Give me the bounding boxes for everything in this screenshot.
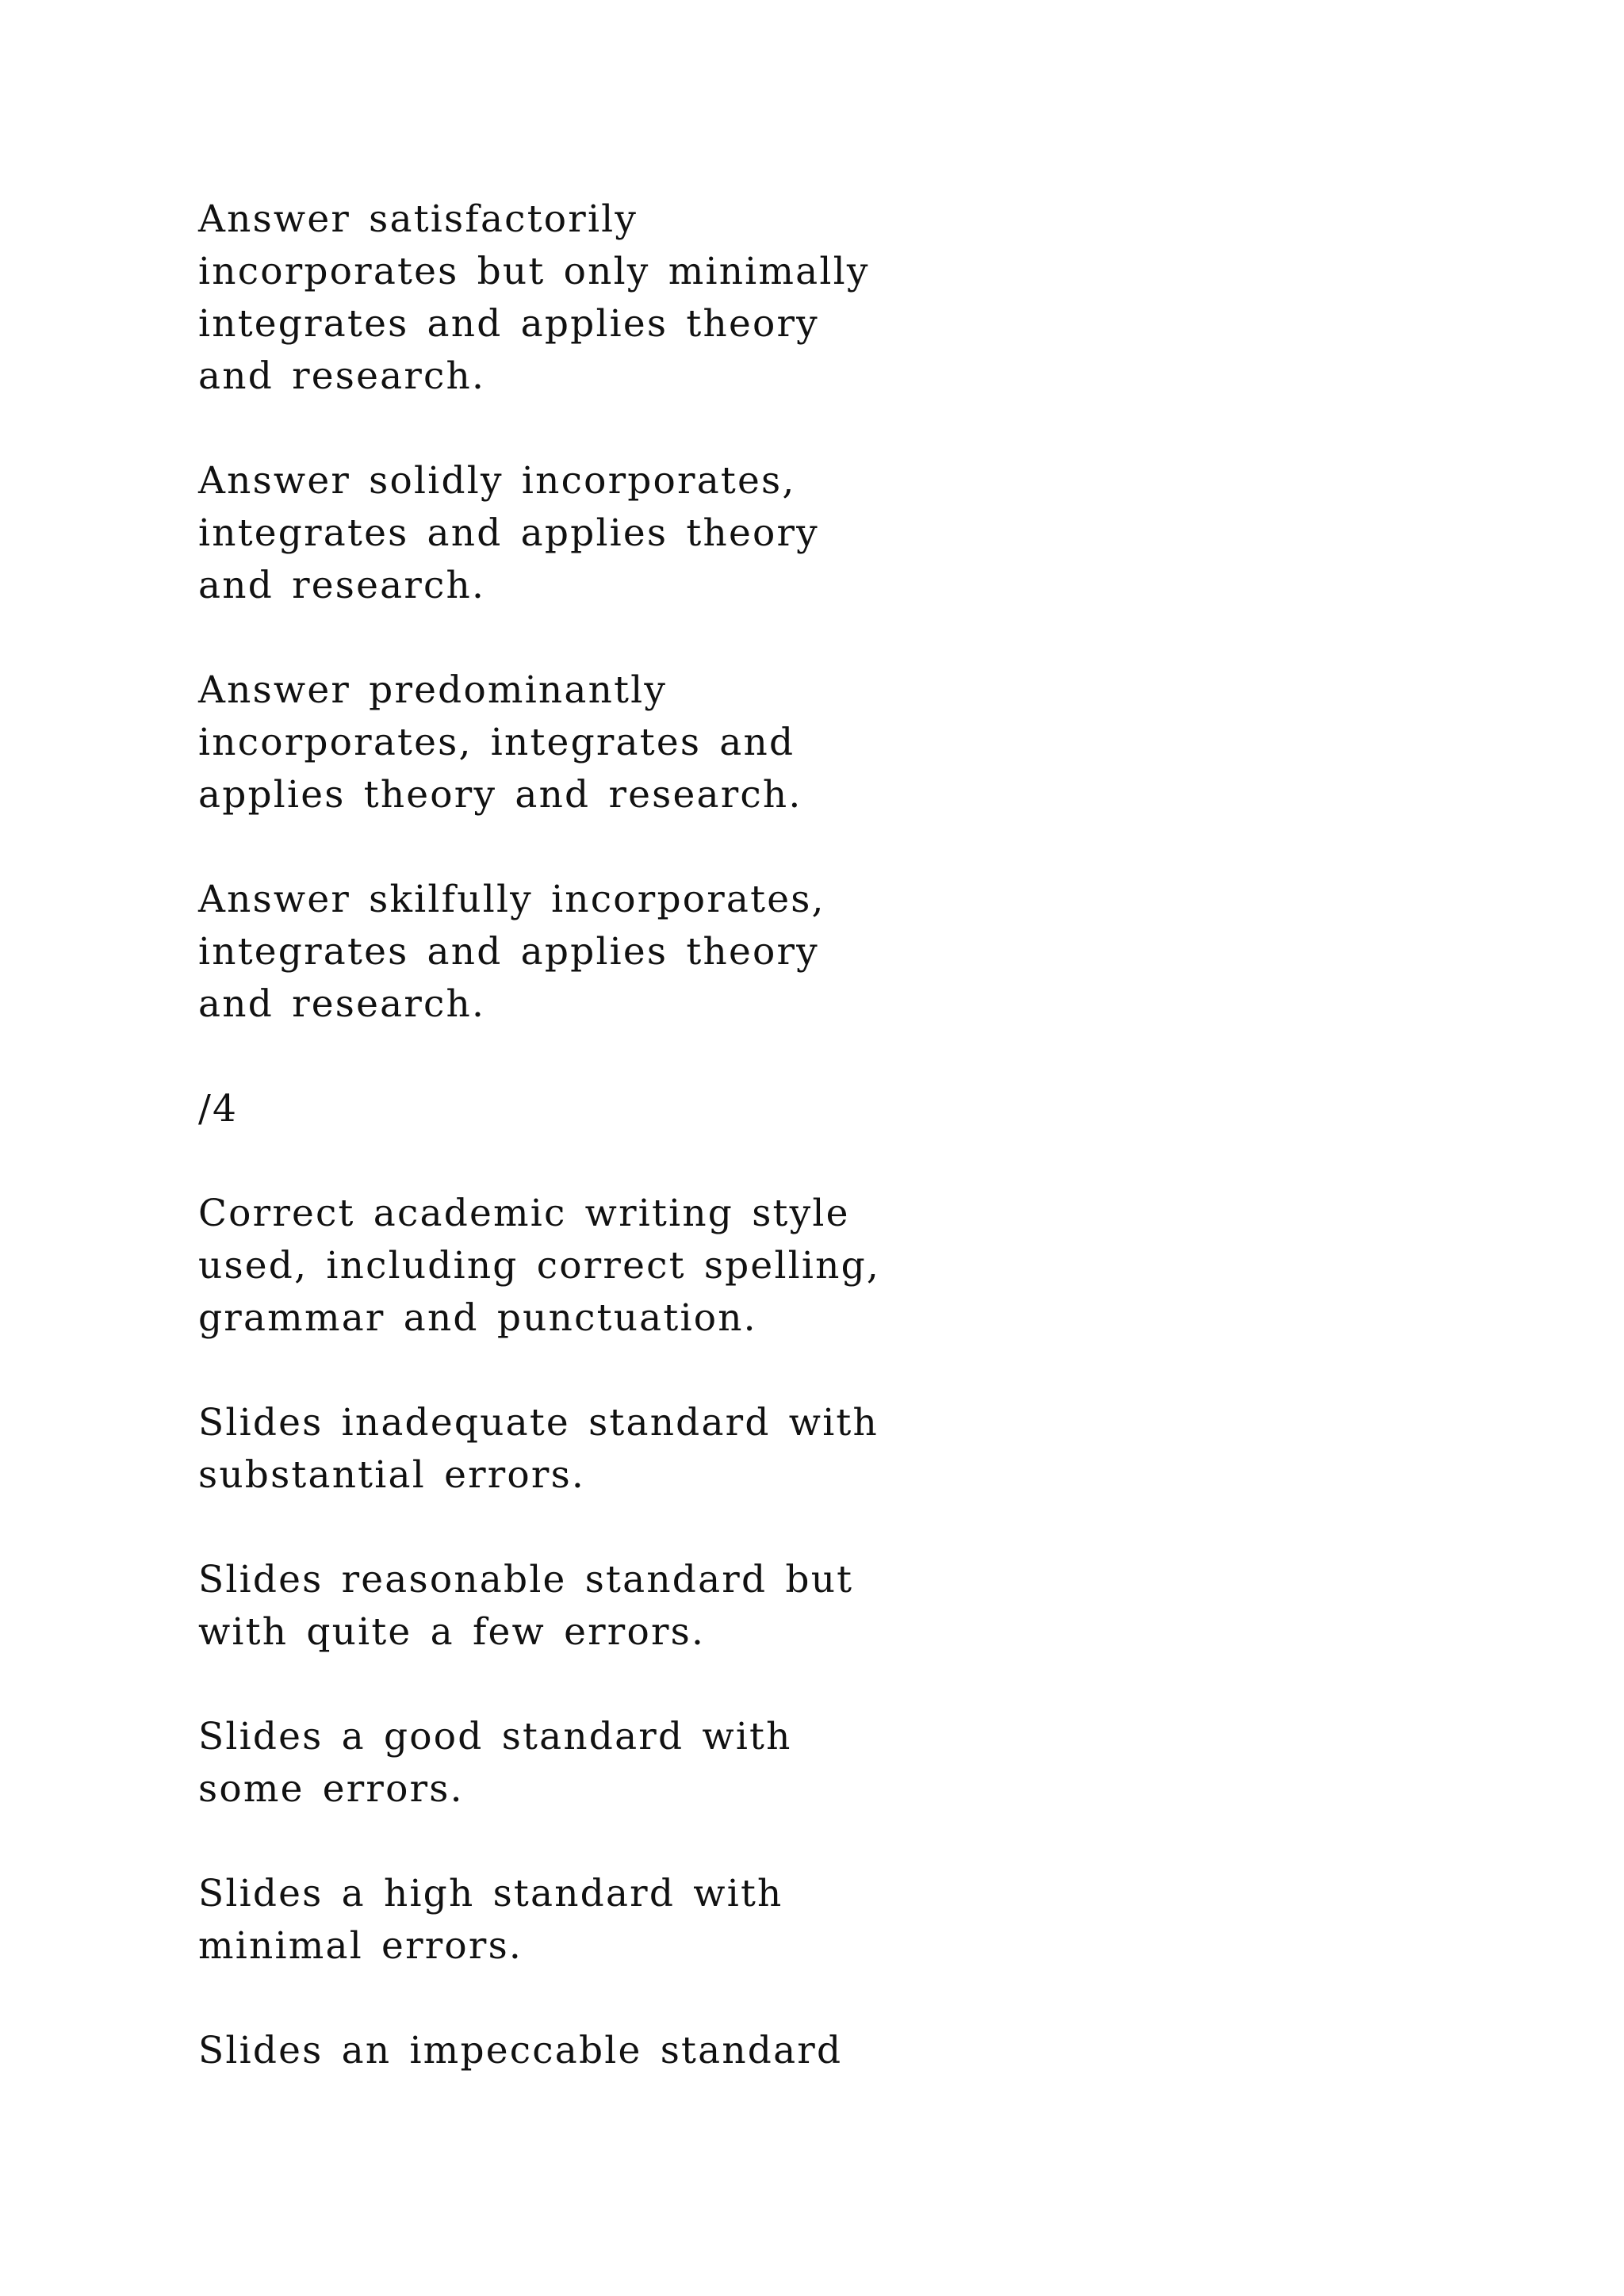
text-line: applies theory and research. (198, 773, 802, 817)
text-line: /4 (198, 1087, 239, 1131)
text-line: Slides a good standard with (198, 1715, 792, 1758)
text-line: Answer predominantly (198, 668, 668, 712)
text-line: incorporates but only minimally (198, 250, 870, 293)
text-line: substantial errors. (198, 1453, 586, 1497)
paragraph-skilful (198, 874, 912, 1031)
score-out-of-four (198, 1083, 912, 1135)
paragraph-slides-inadequate (198, 1397, 912, 1502)
paragraph-writing-style (198, 1188, 912, 1345)
text-line: and research. (198, 564, 486, 607)
paragraph-slides-high (198, 1868, 912, 1973)
paragraph-slides-good (198, 1711, 912, 1816)
text-line: and research. (198, 982, 486, 1026)
text-line: some errors. (198, 1767, 464, 1811)
text-line: Answer satisfactorily (198, 197, 638, 241)
text-line: incorporates, integrates and (198, 721, 795, 764)
text-column (198, 193, 912, 2130)
text-line: Answer solidly incorporates, (198, 459, 796, 503)
text-line: Slides inadequate standard with (198, 1401, 879, 1445)
paragraph-slides-impeccable (198, 2025, 912, 2077)
text-line: Slides reasonable standard but (198, 1558, 854, 1601)
text-line: used, including correct spelling, (198, 1244, 881, 1288)
paragraph-solid (198, 455, 912, 612)
text-line: with quite a few errors. (198, 1610, 706, 1654)
text-line: integrates and applies theory (198, 511, 819, 555)
text-line: Slides an impeccable standard (198, 2029, 843, 2072)
text-line: Answer skilfully incorporates, (198, 878, 825, 921)
text-line: integrates and applies theory (198, 302, 819, 346)
text-line: Correct academic writing style (198, 1192, 850, 1235)
text-line: and research. (198, 354, 486, 398)
paragraph-slides-reasonable (198, 1554, 912, 1659)
text-line: grammar and punctuation. (198, 1296, 757, 1340)
paragraph-satisfactory (198, 193, 912, 403)
text-line: Slides a high standard with (198, 1872, 783, 1915)
paragraph-predominant (198, 664, 912, 821)
text-line: integrates and applies theory (198, 930, 819, 974)
text-line: minimal errors. (198, 1924, 523, 1968)
